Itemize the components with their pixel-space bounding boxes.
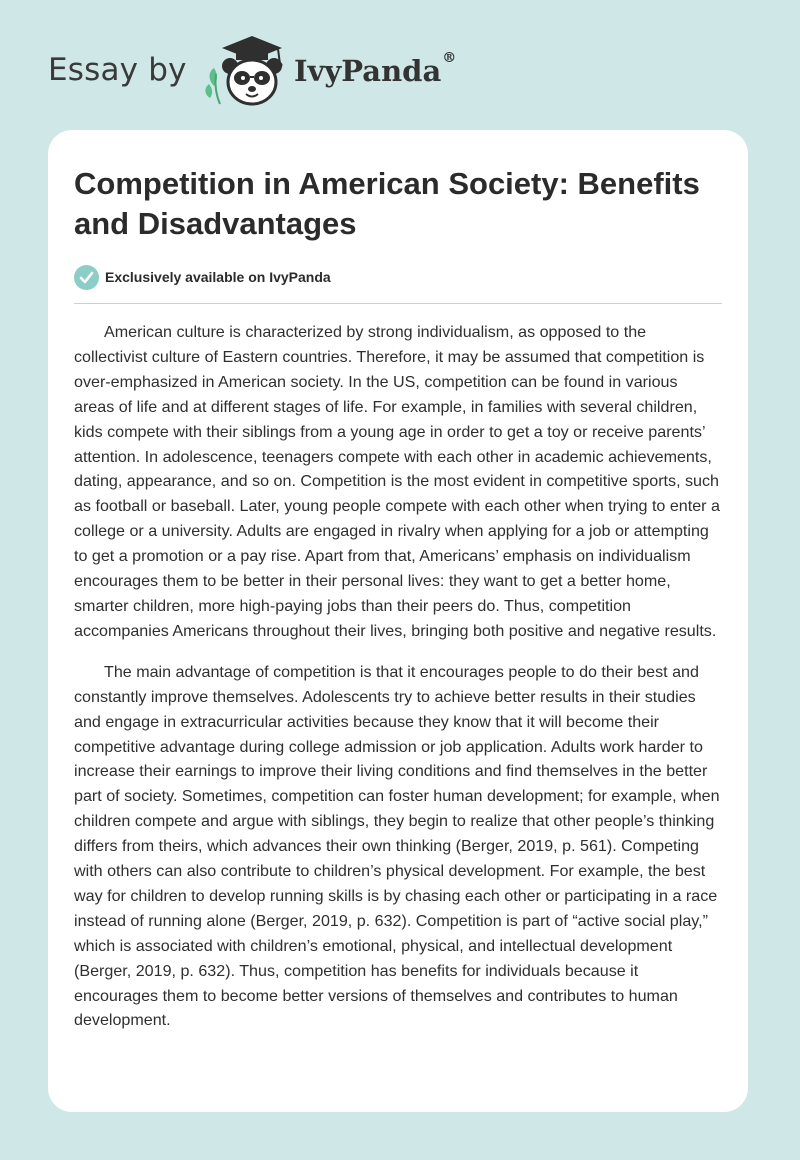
registered-mark: ® bbox=[442, 50, 457, 66]
exclusive-badge bbox=[74, 264, 331, 290]
brand-name: IvyPanda bbox=[294, 54, 442, 88]
brand-logo-text[interactable] bbox=[294, 50, 457, 88]
check-circle-icon bbox=[74, 265, 99, 290]
essay-by-label: Essay by bbox=[48, 52, 187, 88]
essay-body bbox=[74, 320, 722, 1049]
panda-logo-icon[interactable] bbox=[200, 34, 290, 110]
paragraph: The main advantage of competition is that it encourages people to do their best and constantly improve themselves. Adolescents try to achieve better results in their studies and engage in extracurricular activities because they know that it will become their competitive advantage during college admission or job application. Adults work harder to increase their earnings to improve their living conditions and find themselves in the better part of society. Sometimes, competition can foster human development; for example, when children compete and argue with siblings, they begin to realize that other people’s thinking differs from theirs, which advances their own thinking (Berger, 2019, p. 561). Competing with others can also contribute to children’s physical development. For example, the best way for children to develop running skills is by chasing each other or participating in a race instead of running alone (Berger, 2019, p. 632). Competition is part of “active social play,” which is associated with children’s emotional, physical, and intellectual development (Berger, 2019, p. 632). Thus, competition has benefits for individuals because it encourages them to become better versions of themselves and contributes to human development. bbox=[74, 662, 720, 1030]
site-header bbox=[48, 30, 752, 110]
page-title: Competition in American Society: Benefits and Disadvantages bbox=[74, 166, 700, 241]
paragraph: American culture is characterized by strong individualism, as opposed to the collectivist culture of Eastern countries. Therefore, it may be assumed that competition is over-emphasized in American society. In the US, competition can be found in various areas of life and at different stages of life. For example, in families with several children, kids compete with their siblings from a young age in order to get a toy or receive parents’ attention. In adolescence, teenagers compete with each other in academic achievements, dating, appearance, and so on. Competition is the most evident in competitive sports, such as football or baseball. Later, young people compete with each other when trying to enter a college or a university. Adults are engaged in rivalry when applying for a job or attempting to get a promotion or a pay rise. Apart from that, Americans’ emphasis on individualism encourages them to be better in their personal lives: they want to get a better home, smarter children, more high-paying jobs than their peers do. Thus, competition accompanies Americans throughout their lives, bringing both positive and negative results. bbox=[74, 323, 720, 640]
exclusive-badge-label: Exclusively available on IvyPanda bbox=[105, 269, 331, 285]
essay-card bbox=[48, 130, 748, 1112]
divider bbox=[74, 303, 722, 304]
